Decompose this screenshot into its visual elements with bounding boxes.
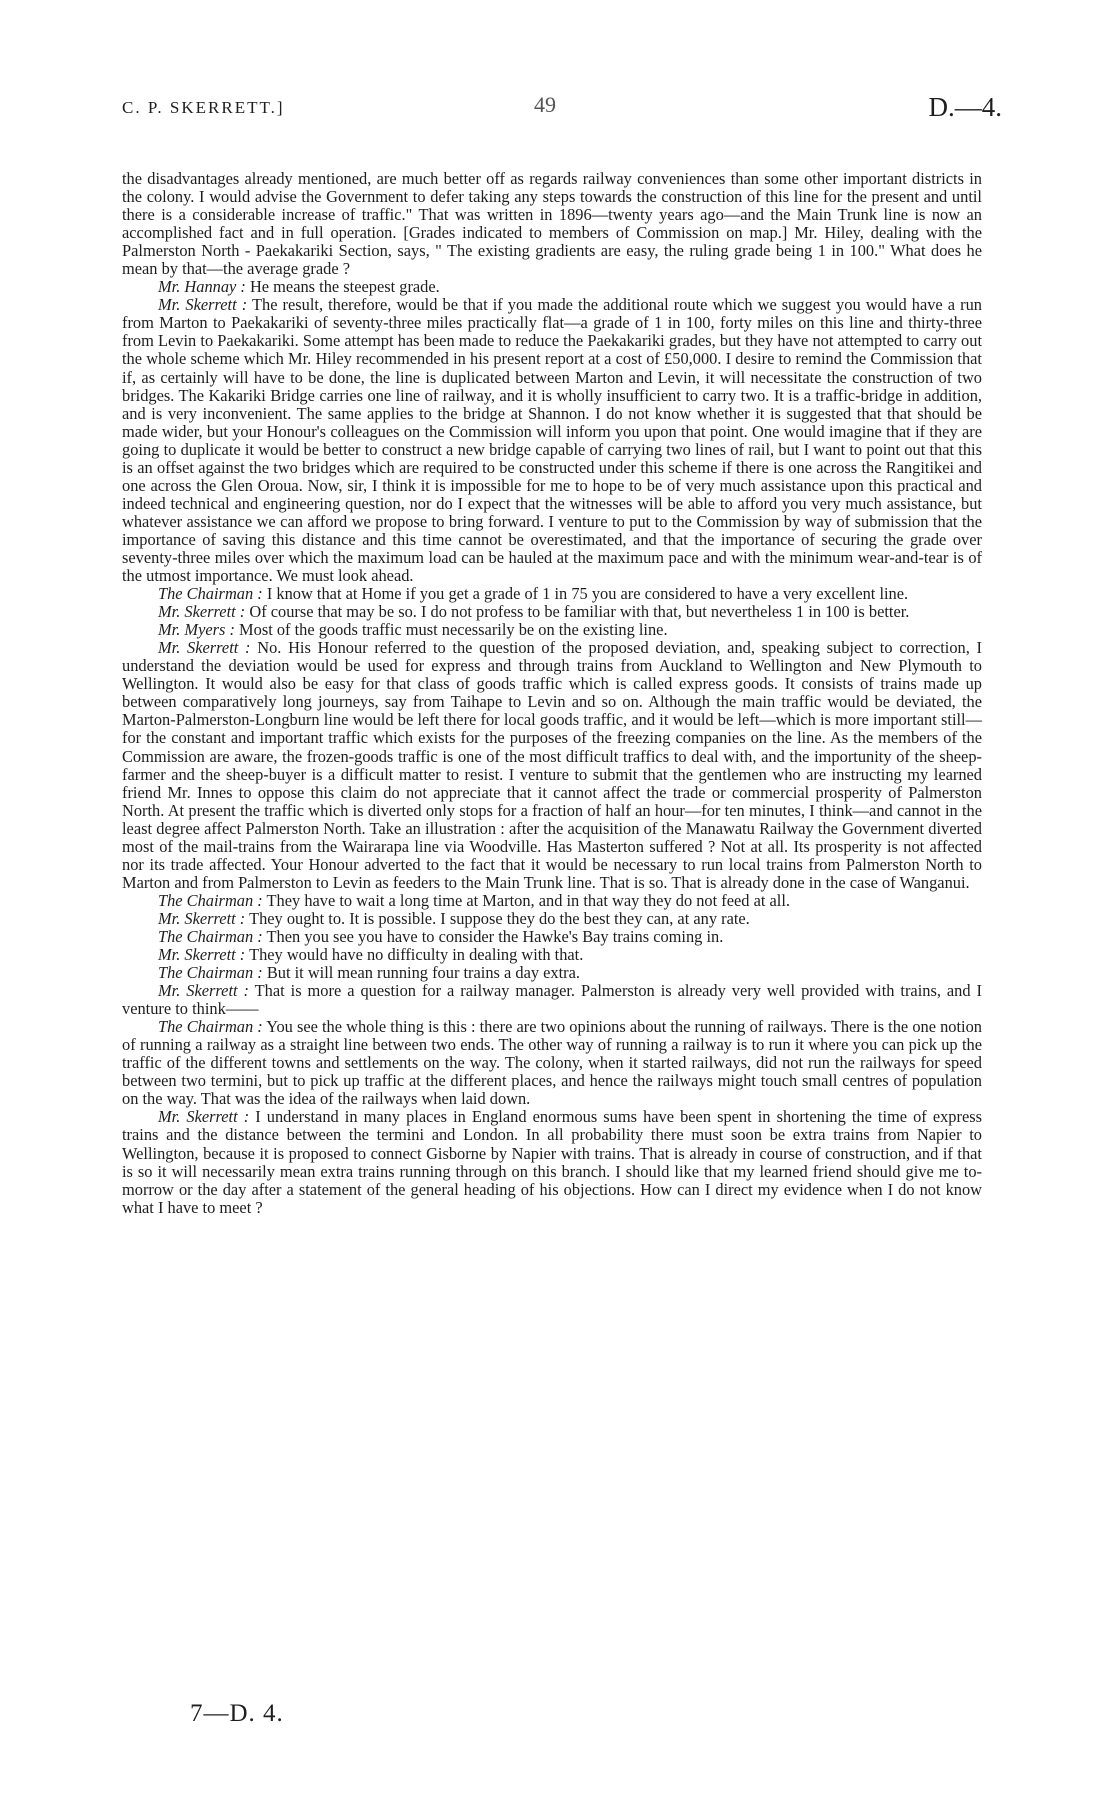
paragraph [122,982,982,1018]
paragraph [122,1018,982,1108]
paragraph [122,964,982,982]
paragraph [122,621,982,639]
paragraph-text: I know that at Home if you get a grade of 1 in 75 you are considered to have a very excellent line. [266,584,909,604]
paragraph [122,603,982,621]
paragraph [122,585,982,603]
paragraph [122,278,982,296]
paragraph [122,892,982,910]
paragraph [122,946,982,964]
speaker-name: Mr. Skerrett : [158,295,248,315]
paragraph-text: They would have no difficulty in dealing with that. [249,945,584,965]
speaker-name: The Chairman : [158,890,263,910]
paragraph-text: They have to wait a long time at Marton, and in that way they do not feed at all. [266,890,790,910]
paragraph-text: But it will mean running four trains a day extra. [266,963,581,983]
speaker-name: The Chairman : [158,926,263,946]
paragraph-text: the disadvantages already mentioned, are much better off as regards railway conveniences than some other important districts in the colony. I would advise the Government to defer taking any steps towards the construction of this line for the present and until there is a considerable increase of traffic." That was written in 1896—twenty years ago—and the Main Trunk line is now an accomplished fact and in full operation. [Grades indicated to members of Commission on map.] Mr. Hiley, dealing with the Palmerston North - Paekakariki Section, says, " The existing gradients are easy, the ruling grade being 1 in 100." What does he mean by that—the average grade ? [122,169,982,279]
paragraph-text: Then you see you have to consider the Hawke's Bay trains coming in. [266,926,724,946]
speaker-name: Mr. Skerrett : [158,602,246,622]
speaker-name: Mr. Skerrett : [158,908,246,928]
speaker-name: The Chairman : [158,584,263,604]
speaker-name: Mr. Skerrett : [158,945,246,965]
paragraph-text: Of course that may be so. I do not profess to be familiar with that, but nevertheless 1 in 100 is better. [249,602,910,622]
header-witness-name: C. P. SKERRETT.] [122,98,285,117]
speaker-name: Mr. Myers : [158,620,235,640]
page-header [122,88,1002,128]
page-signature: 7—D. 4. [190,1700,284,1727]
paragraph-text: You see the whole thing is this : there are two opinions about the running of railways. There is the one notion of running a railway as a straight line between two ends. The other way of running a railway is to run it where you can pick up the traffic of the different towns and settlements on the way. The colony, when it started railways, did not run the railways for speed between two termini, but to pick up traffic at the different places, and hence the railways might touch small centres of population on the way. That was the idea of the railways when laid down. [122,1017,982,1109]
paragraph-text: They ought to. It is possible. I suppose they do the best they can, at any rate. [249,908,750,928]
paragraph [122,1108,982,1216]
speaker-name: Mr. Skerrett : [158,638,251,658]
speaker-name: Mr. Skerrett : [158,981,249,1001]
speaker-name: The Chairman : [158,963,263,983]
paragraph-text: Most of the goods traffic must necessarily be on the existing line. [239,620,668,640]
paragraph [122,170,982,278]
paragraph-text: The result, therefore, would be that if you made the additional route which we suggest you would have a run from Marton to Paekakariki of seventy-three miles practically flat—a grade of 1 in 100, forty miles on this line and thirty-three from Levin to Paekakariki. Some attempt has been made to reduce the Paekakariki grades, but they have not attempted to carry out the whole scheme which Mr. Hiley recommended in his present report at a cost of £50,000. I desire to remind the Commission that if, as certainly will have to be done, the line is duplicated between Marton and Levin, it will necessitate the construction of two bridges. The Kakariki Bridge carries one line of railway, and it is wholly insufficient to carry two. It is a traffic-bridge in addition, and is very inconvenient. The same applies to the bridge at Shannon. I do not know whether it is suggested that that should be made wider, but your Honour's colleagues on the Commission will inform you upon that point. One would imagine that if they are going to duplicate it would be better to construct a new bridge capable of carrying two lines of rail, but I want to point out that this is an offset against the two bridges which are required to be constructed under this scheme if there is one across the Rangitikei and one across the Glen Oroua. Now, sir, I think it is impossible for me to hope to be of very much assistance upon this practical and indeed technical and engineering question, nor do I expect that the witnesses will be able to afford you very much assistance, but whatever assistance we can afford we propose to bring forward. I venture to put to the Commission by way of submission that the importance of saving this distance and this time cannot be overestimated, and that the importance of securing the grade over seventy-three miles over which the maximum load can be hauled at the maximum pace and with the minimum wear-and-tear is of the utmost importance. We must look ahead. [122,295,982,586]
document-reference: D.—4. [928,92,1002,122]
speaker-name: Mr. Hannay : [158,277,246,297]
paragraph-text: I understand in many places in England enormous sums have been spent in shortening the time of express trains and the distance between the termini and London. In all probability there must soon be extra trains from Napier to Wellington, because it is proposed to connect Gisborne by Napier with trains. That is already in course of construction, and if that is so it will necessarily mean extra trains running through on this branch. I should like that my learned friend should give me to-morrow or the day after a statement of the general heading of his objections. How can I direct my evidence when I do not know what I have to meet ? [122,1107,982,1217]
paragraph [122,639,982,892]
paragraph-text: No. His Honour referred to the question of the proposed deviation, and, speaking subject to correction, I understand the deviation would be used for express and through trains from Auckland to Wellington and New Plymouth to Wellington. It would also be easy for that class of goods traffic which is called express goods. It consists of trains made up between comparatively long journeys, say from Taihape to Levin and so on. Although the main traffic would be deviated, the Marton-Palmerston-Longburn line would be left there for local goods traffic, and it would be left—which is more important still—for the constant and important traffic which exists for the purposes of the freezing companies on the line. As the members of the Commission are aware, the frozen-goods traffic is one of the most difficult traffics to deal with, and the importunity of the sheep-farmer and the sheep-buyer is a difficult matter to resist. I venture to submit that the gentlemen who are instructing my learned friend Mr. Innes to oppose this claim do not appreciate that it cannot affect the trade or commercial prosperity of Palmerston North. At present the traffic which is diverted only stops for a fraction of half an hour—for ten minutes, I think—and cannot in the least degree affect Palmerston North. Take an illustration : after the acquisition of the Manawatu Railway the Government diverted most of the mail-trains from the Wairarapa line via Woodville. Has Masterton suffered ? Not at all. Its prosperity is not affected nor its trade affected. Your Honour adverted to the fact that it would be necessary to run local trains from Palmerston North to Marton and from Palmerston to Levin as feeders to the Main Trunk line. That is so. That is already done in the case of Wanganui. [122,638,982,892]
paragraph-text: That is more a question for a railway manager. Palmerston is already very well provided with trains, and I venture to think—— [122,981,982,1019]
page-number: 49 [534,92,556,117]
speaker-name: Mr. Skerrett : [158,1107,250,1127]
paragraph [122,928,982,946]
paragraph [122,910,982,928]
paragraph [122,296,982,585]
speaker-name: The Chairman : [158,1017,263,1037]
paragraph-text: He means the steepest grade. [249,277,440,297]
page-body [122,170,982,1217]
